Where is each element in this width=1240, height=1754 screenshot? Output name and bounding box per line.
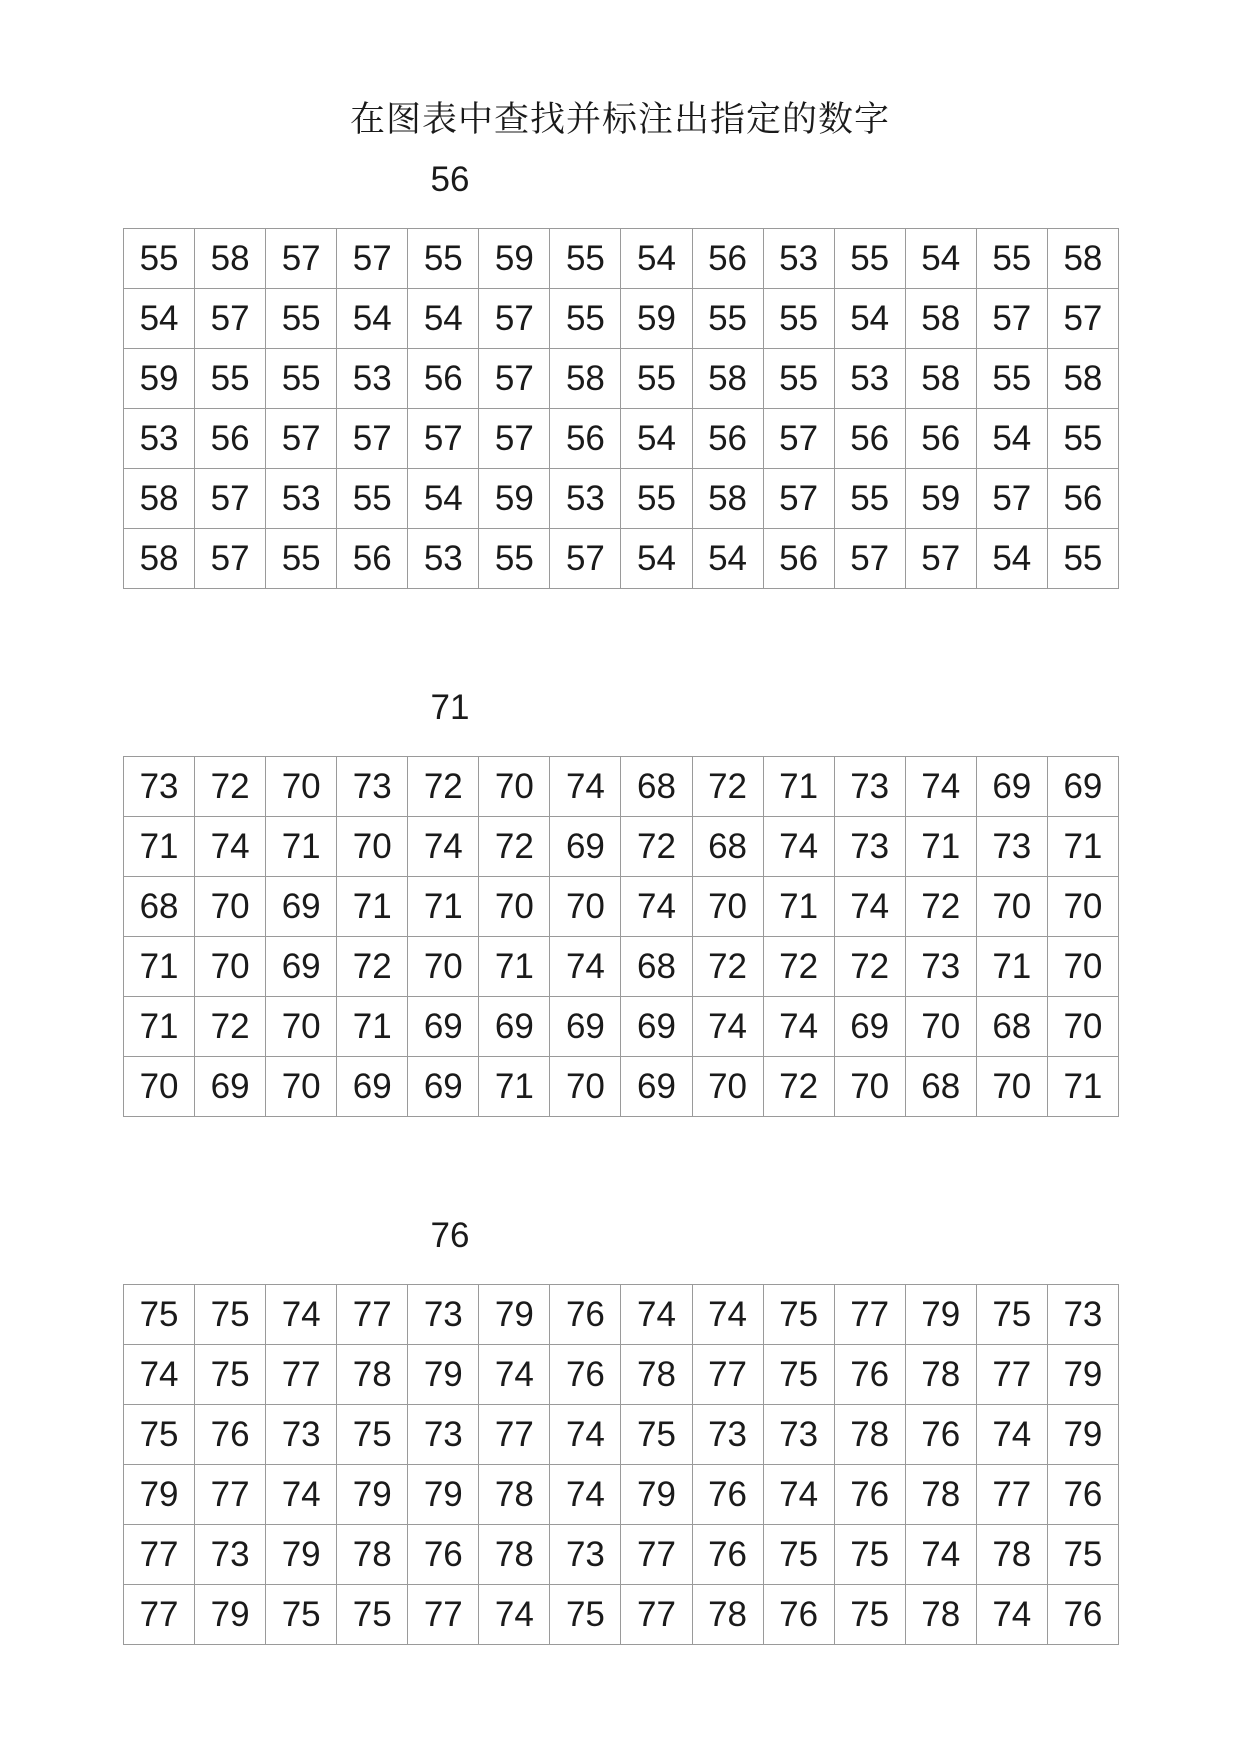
grid-cell[interactable]: 72 [692,937,763,997]
grid-cell[interactable]: 56 [834,409,905,469]
grid-cell[interactable]: 68 [621,937,692,997]
grid-cell[interactable]: 69 [621,1057,692,1117]
grid-cell[interactable]: 74 [905,1525,976,1585]
grid-row [124,469,1119,529]
grid-cell[interactable]: 54 [621,409,692,469]
grid-row [124,757,1119,817]
grid-cell[interactable]: 54 [692,529,763,589]
grid-cell[interactable]: 57 [550,529,621,589]
grid-cell[interactable]: 77 [976,1345,1047,1405]
grid-cell[interactable]: 72 [408,757,479,817]
grid-cell[interactable]: 69 [408,997,479,1057]
grid-cell[interactable]: 79 [621,1465,692,1525]
grid-cell[interactable]: 55 [976,349,1047,409]
grid-cell[interactable]: 70 [1047,877,1118,937]
grid-cell[interactable]: 69 [195,1057,266,1117]
grid-cell[interactable]: 78 [621,1345,692,1405]
grid-row [124,409,1119,469]
grid-cell[interactable]: 76 [550,1345,621,1405]
grid-cell[interactable]: 57 [905,529,976,589]
grid-cell[interactable]: 57 [337,229,408,289]
grid-cell[interactable]: 76 [834,1465,905,1525]
target-number: 71 [430,688,470,727]
grid-cell[interactable]: 74 [266,1465,337,1525]
grid-cell[interactable]: 56 [692,409,763,469]
grid-cell[interactable]: 57 [408,409,479,469]
grid-cell[interactable]: 58 [550,349,621,409]
grid-cell[interactable]: 74 [479,1345,550,1405]
grid-cell[interactable]: 69 [834,997,905,1057]
grid-cell[interactable]: 53 [550,469,621,529]
grid-cell[interactable]: 73 [124,757,195,817]
grid-cell[interactable]: 57 [763,469,834,529]
grid-cell[interactable]: 57 [266,409,337,469]
grid-cell[interactable]: 75 [834,1585,905,1645]
grid-cell[interactable]: 58 [1047,229,1118,289]
grid-cell[interactable]: 68 [124,877,195,937]
grid-cell[interactable]: 73 [905,937,976,997]
grid-cell[interactable]: 59 [621,289,692,349]
grid-cell[interactable]: 73 [763,1405,834,1465]
grid-row [124,1405,1119,1465]
grid-cell[interactable]: 69 [408,1057,479,1117]
grid-cell[interactable]: 73 [834,817,905,877]
grid-cell[interactable]: 72 [337,937,408,997]
grid-cell[interactable]: 70 [692,877,763,937]
grid-cell[interactable]: 55 [479,529,550,589]
grid-cell[interactable]: 54 [124,289,195,349]
grid-cell[interactable]: 54 [976,529,1047,589]
grid-cell[interactable]: 58 [692,349,763,409]
grid-cell[interactable]: 55 [692,289,763,349]
grid-cell[interactable]: 71 [976,937,1047,997]
grid-cell[interactable]: 73 [692,1405,763,1465]
grid-cell[interactable]: 58 [905,349,976,409]
grid-cell[interactable]: 56 [337,529,408,589]
grid-cell[interactable]: 75 [195,1285,266,1345]
grid-cell[interactable]: 75 [763,1285,834,1345]
number-grid [123,1284,1119,1645]
grid-cell[interactable]: 55 [124,229,195,289]
grid-cell[interactable]: 58 [124,529,195,589]
grid-cell[interactable]: 69 [550,817,621,877]
grid-cell[interactable]: 76 [692,1465,763,1525]
grid-cell[interactable]: 57 [834,529,905,589]
grid-cell[interactable]: 57 [479,349,550,409]
grid-cell[interactable]: 79 [1047,1405,1118,1465]
grid-cell[interactable]: 78 [337,1525,408,1585]
grid-cell[interactable]: 69 [337,1057,408,1117]
grid-cell[interactable]: 54 [621,529,692,589]
grid-cell[interactable]: 57 [479,409,550,469]
grid-cell[interactable]: 55 [408,229,479,289]
grid-cell[interactable]: 79 [479,1285,550,1345]
grid-cell[interactable]: 70 [550,877,621,937]
grid-cell[interactable]: 71 [763,877,834,937]
grid-cell[interactable]: 76 [1047,1585,1118,1645]
grid-row [124,1285,1119,1345]
grid-cell[interactable]: 75 [124,1405,195,1465]
target-number: 56 [430,160,470,199]
grid-cell[interactable]: 59 [479,229,550,289]
grid-cell[interactable]: 57 [976,469,1047,529]
grid-cell[interactable]: 70 [834,1057,905,1117]
grid-cell[interactable]: 77 [124,1585,195,1645]
grid-cell[interactable]: 57 [976,289,1047,349]
grid-cell[interactable]: 74 [195,817,266,877]
grid-cell[interactable]: 75 [1047,1525,1118,1585]
grid-cell[interactable]: 75 [621,1405,692,1465]
grid-cell[interactable]: 58 [905,289,976,349]
grid-cell[interactable]: 75 [550,1585,621,1645]
grid-row [124,349,1119,409]
grid-cell[interactable]: 59 [905,469,976,529]
grid-cell[interactable]: 55 [834,469,905,529]
grid-cell[interactable]: 54 [621,229,692,289]
grid-cell[interactable]: 79 [905,1285,976,1345]
grid-cell[interactable]: 55 [621,469,692,529]
grid-cell[interactable]: 74 [550,1465,621,1525]
grid-cell[interactable]: 71 [124,997,195,1057]
grid-cell[interactable]: 74 [905,757,976,817]
grid-cell[interactable]: 77 [337,1285,408,1345]
grid-cell[interactable]: 54 [337,289,408,349]
grid-cell[interactable]: 75 [763,1525,834,1585]
grid-cell[interactable]: 77 [834,1285,905,1345]
grid-cell[interactable]: 74 [976,1585,1047,1645]
grid-cell[interactable]: 55 [1047,409,1118,469]
grid-row [124,997,1119,1057]
grid-cell[interactable]: 55 [266,349,337,409]
grid-cell[interactable]: 68 [621,757,692,817]
grid-cell[interactable]: 70 [408,937,479,997]
grid-cell[interactable]: 74 [550,937,621,997]
grid-cell[interactable]: 75 [266,1585,337,1645]
grid-cell[interactable]: 77 [621,1585,692,1645]
grid-cell[interactable]: 57 [763,409,834,469]
grid-cell[interactable]: 71 [408,877,479,937]
grid-cell[interactable]: 71 [763,757,834,817]
grid-cell[interactable]: 55 [763,289,834,349]
grid-cell[interactable]: 70 [479,877,550,937]
grid-cell[interactable]: 74 [621,1285,692,1345]
grid-cell[interactable]: 73 [337,757,408,817]
grid-cell[interactable]: 55 [1047,529,1118,589]
grid-cell[interactable]: 78 [834,1405,905,1465]
grid-cell[interactable]: 57 [195,529,266,589]
grid-cell[interactable]: 70 [692,1057,763,1117]
grid-cell[interactable]: 53 [834,349,905,409]
grid-cell[interactable]: 74 [266,1285,337,1345]
grid-cell[interactable]: 74 [621,877,692,937]
target-number: 76 [430,1216,470,1255]
grid-cell[interactable]: 79 [337,1465,408,1525]
grid-cell[interactable]: 74 [550,1405,621,1465]
grid-cell[interactable]: 71 [124,937,195,997]
grid-row [124,289,1119,349]
grid-cell[interactable]: 75 [763,1345,834,1405]
grid-cell[interactable]: 77 [266,1345,337,1405]
grid-cell[interactable]: 56 [408,349,479,409]
grid-cell[interactable]: 76 [550,1285,621,1345]
grid-cell[interactable]: 75 [337,1405,408,1465]
grid-cell[interactable]: 55 [266,529,337,589]
grid-cell[interactable]: 74 [763,1465,834,1525]
grid-cell[interactable]: 73 [408,1285,479,1345]
grid-cell[interactable]: 75 [124,1285,195,1345]
grid-cell[interactable]: 77 [621,1525,692,1585]
grid-cell[interactable]: 77 [692,1345,763,1405]
grid-cell[interactable]: 56 [905,409,976,469]
grid-cell[interactable]: 73 [976,817,1047,877]
grid-cell[interactable]: 78 [479,1525,550,1585]
grid-cell[interactable]: 70 [905,997,976,1057]
grid-cell[interactable]: 55 [763,349,834,409]
grid-cell[interactable]: 55 [266,289,337,349]
grid-cell[interactable]: 79 [266,1525,337,1585]
grid-cell[interactable]: 56 [550,409,621,469]
grid-cell[interactable]: 79 [408,1345,479,1405]
grid-cell[interactable]: 74 [550,757,621,817]
grid-cell[interactable]: 78 [905,1585,976,1645]
grid-cell[interactable]: 56 [195,409,266,469]
grid-cell[interactable]: 53 [408,529,479,589]
grid-cell[interactable]: 57 [479,289,550,349]
grid-cell[interactable]: 53 [266,469,337,529]
grid-cell[interactable]: 74 [479,1585,550,1645]
grid-cell[interactable]: 57 [1047,289,1118,349]
grid-row [124,1465,1119,1525]
grid-cell[interactable]: 74 [692,1285,763,1345]
grid-cell[interactable]: 72 [621,817,692,877]
grid-cell[interactable]: 70 [266,997,337,1057]
grid-cell[interactable]: 56 [692,229,763,289]
grid-row [124,817,1119,877]
number-grid [123,756,1119,1117]
grid-cell[interactable]: 55 [621,349,692,409]
number-grid [123,228,1119,589]
grid-cell[interactable]: 55 [550,289,621,349]
grid-cell[interactable]: 53 [337,349,408,409]
grid-cell[interactable]: 55 [337,469,408,529]
grid-row [124,1585,1119,1645]
grid-cell[interactable]: 70 [124,1057,195,1117]
grid-cell[interactable]: 59 [479,469,550,529]
grid-cell[interactable]: 53 [124,409,195,469]
grid-cell[interactable]: 57 [266,229,337,289]
grid-cell[interactable]: 74 [976,1405,1047,1465]
grid-cell[interactable]: 68 [905,1057,976,1117]
grid-cell[interactable]: 77 [195,1465,266,1525]
grid-cell[interactable]: 54 [976,409,1047,469]
grid-cell[interactable]: 53 [763,229,834,289]
grid-cell[interactable]: 69 [266,877,337,937]
grid-cell[interactable]: 57 [195,289,266,349]
grid-cell[interactable]: 74 [763,817,834,877]
grid-cell[interactable]: 70 [195,877,266,937]
grid-cell[interactable]: 78 [692,1585,763,1645]
grid-cell[interactable]: 54 [834,289,905,349]
grid-cell[interactable]: 79 [408,1465,479,1525]
grid-cell[interactable]: 54 [408,289,479,349]
grid-cell[interactable]: 72 [479,817,550,877]
grid-cell[interactable]: 68 [692,817,763,877]
grid-cell[interactable]: 77 [408,1585,479,1645]
grid-cell[interactable]: 55 [195,349,266,409]
grid-cell[interactable]: 70 [1047,937,1118,997]
grid-cell[interactable]: 71 [479,937,550,997]
grid-cell[interactable]: 58 [124,469,195,529]
grid-cell[interactable]: 73 [195,1525,266,1585]
grid-cell[interactable]: 55 [834,229,905,289]
grid-cell[interactable]: 72 [195,757,266,817]
grid-cell[interactable]: 71 [266,817,337,877]
grid-cell[interactable]: 74 [692,997,763,1057]
grid-cell[interactable]: 69 [976,757,1047,817]
grid-cell[interactable]: 57 [337,409,408,469]
grid-cell[interactable]: 72 [763,1057,834,1117]
grid-cell[interactable]: 76 [834,1345,905,1405]
grid-cell[interactable]: 69 [621,997,692,1057]
grid-cell[interactable]: 54 [905,229,976,289]
grid-cell[interactable]: 77 [479,1405,550,1465]
grid-row [124,229,1119,289]
grid-cell[interactable]: 70 [976,1057,1047,1117]
grid-cell[interactable]: 70 [266,757,337,817]
grid-cell[interactable]: 71 [337,997,408,1057]
grid-cell[interactable]: 79 [195,1585,266,1645]
grid-cell[interactable]: 77 [976,1465,1047,1525]
grid-cell[interactable]: 78 [337,1345,408,1405]
grid-cell[interactable]: 73 [834,757,905,817]
grid-cell[interactable]: 79 [124,1465,195,1525]
grid-cell[interactable]: 73 [1047,1285,1118,1345]
grid-cell[interactable]: 73 [550,1525,621,1585]
grid-cell[interactable]: 78 [479,1465,550,1525]
grid-cell[interactable]: 75 [976,1285,1047,1345]
grid-row [124,1345,1119,1405]
grid-cell[interactable]: 58 [1047,349,1118,409]
grid-cell[interactable]: 75 [834,1525,905,1585]
grid-cell[interactable]: 77 [124,1525,195,1585]
grid-cell[interactable]: 72 [195,997,266,1057]
grid-cell[interactable]: 70 [337,817,408,877]
grid-cell[interactable]: 55 [550,229,621,289]
grid-cell[interactable]: 79 [1047,1345,1118,1405]
page-title: 在图表中查找并标注出指定的数字 [349,100,890,140]
grid-cell[interactable]: 74 [124,1345,195,1405]
grid-cell[interactable]: 69 [266,937,337,997]
grid-cell[interactable]: 59 [124,349,195,409]
grid-row [124,529,1119,589]
grid-cell[interactable]: 71 [905,817,976,877]
grid-cell[interactable]: 69 [479,997,550,1057]
grid-cell[interactable]: 56 [763,529,834,589]
grid-cell[interactable]: 74 [834,877,905,937]
grid-cell[interactable]: 58 [195,229,266,289]
grid-cell[interactable]: 69 [550,997,621,1057]
grid-cell[interactable]: 76 [763,1585,834,1645]
grid-cell[interactable]: 75 [337,1585,408,1645]
grid-cell[interactable]: 78 [905,1465,976,1525]
grid-cell[interactable]: 70 [479,757,550,817]
grid-cell[interactable]: 72 [834,937,905,997]
grid-cell[interactable]: 76 [195,1405,266,1465]
grid-cell[interactable]: 56 [1047,469,1118,529]
grid-cell[interactable]: 76 [1047,1465,1118,1525]
grid-cell[interactable]: 68 [976,997,1047,1057]
grid-cell[interactable]: 71 [337,877,408,937]
grid-cell[interactable]: 71 [479,1057,550,1117]
grid-cell[interactable]: 73 [408,1405,479,1465]
grid-row [124,937,1119,997]
grid-cell[interactable]: 76 [905,1405,976,1465]
grid-cell[interactable]: 55 [976,229,1047,289]
grid-cell[interactable]: 78 [976,1525,1047,1585]
grid-cell[interactable]: 74 [763,997,834,1057]
grid-cell[interactable]: 71 [124,817,195,877]
grid-cell[interactable]: 76 [408,1525,479,1585]
grid-row [124,1525,1119,1585]
grid-cell[interactable]: 73 [266,1405,337,1465]
grid-cell[interactable]: 71 [1047,817,1118,877]
grid-cell[interactable]: 74 [408,817,479,877]
grid-cell[interactable]: 78 [905,1345,976,1405]
grid-cell[interactable]: 70 [1047,997,1118,1057]
grid-cell[interactable]: 75 [195,1345,266,1405]
grid-cell[interactable]: 58 [692,469,763,529]
grid-cell[interactable]: 69 [1047,757,1118,817]
grid-cell[interactable]: 70 [266,1057,337,1117]
grid-cell[interactable]: 57 [195,469,266,529]
grid-cell[interactable]: 72 [905,877,976,937]
grid-row [124,1057,1119,1117]
grid-cell[interactable]: 72 [763,937,834,997]
grid-cell[interactable]: 70 [550,1057,621,1117]
grid-cell[interactable]: 70 [195,937,266,997]
grid-cell[interactable]: 70 [976,877,1047,937]
grid-row [124,877,1119,937]
grid-cell[interactable]: 72 [692,757,763,817]
grid-cell[interactable]: 54 [408,469,479,529]
grid-cell[interactable]: 76 [692,1525,763,1585]
grid-cell[interactable]: 71 [1047,1057,1118,1117]
